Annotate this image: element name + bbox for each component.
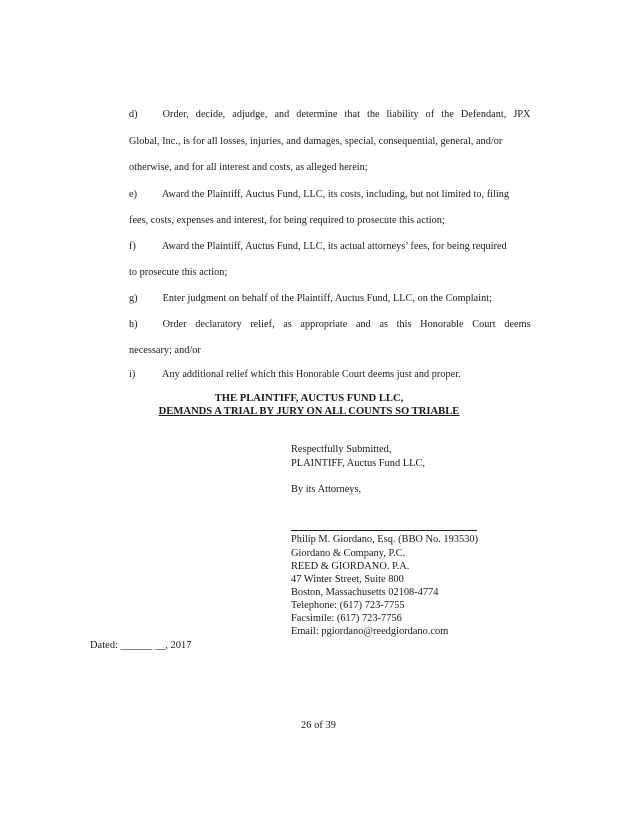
item-d-word: Order, [162,109,189,120]
item-f-line-1 [129,241,507,252]
item-d-word: determine [296,109,338,120]
item-h-line-1 [129,319,531,330]
item-h-word: this [396,319,412,330]
item-d-word: Defendant, [460,109,507,120]
jury-demand-line-1: THE PLAINTIFF, AUCTUS FUND LLC, [214,393,404,404]
item-h-word: Order [162,319,187,330]
telephone: Telephone: (617) 723-7755 [291,600,405,611]
item-d-word: that [344,109,360,120]
item-i-line-1 [129,369,461,380]
item-d-label: d) [129,109,138,120]
item-h-word: as [283,319,292,330]
plaintiff-party: PLAINTIFF, Auctus Fund LLC, [291,458,425,469]
item-h-word: appropriate [300,319,348,330]
dated-line: Dated: ______ __, 2017 [90,640,192,651]
item-d-word: the [441,109,454,120]
item-h-word: Court [472,319,496,330]
by-attorneys: By its Attorneys, [291,484,362,495]
item-d-word: and [274,109,290,120]
jury-demand-line-2: DEMANDS A TRIAL BY JURY ON ALL COUNTS SO TRIABLE [158,406,460,417]
item-g-label: g) [129,293,138,304]
item-e-line-2: fees, costs, expenses and interest, for being required to prosecute this action; [129,215,445,226]
street-address: 47 Winter Street, Suite 800 [291,574,404,585]
item-h-word: deems [504,319,531,330]
item-h-word: relief, [250,319,275,330]
item-i-label: i) [129,369,136,380]
facsimile: Facsimile: (617) 723-7756 [291,613,402,624]
item-d-text [163,109,531,120]
item-h-word: declaratory [195,319,242,330]
item-e-label: e) [129,189,138,200]
item-d-word: the [366,109,380,120]
item-h-line-2: necessary; and/or [129,345,201,356]
firm-name-2: REED & GIORDANO. P.A. [291,561,410,572]
item-h-label: h) [129,319,138,330]
item-h-word: as [379,319,389,330]
item-g-line-1 [129,293,492,304]
item-d-word: decide, [195,109,226,120]
item-e-line-1 [129,189,509,200]
item-f-line-2: to prosecute this action; [129,267,228,278]
item-g-text: Enter judgment on behalf of the Plaintiff, Auctus Fund, LLC, on the Complaint; [162,293,492,304]
respectfully-submitted: Respectfully Submitted, [291,444,392,455]
email: Email: pgiordano@reedgiordano.com [291,626,449,637]
item-i-text: Any additional relief which this Honorable Court deems just and proper. [162,369,461,380]
firm-name-1: Giordano & Company, P.C. [291,548,406,559]
item-e-text: Award the Plaintiff, Auctus Fund, LLC, its costs, including, but not limited to, filing [162,189,510,200]
item-d-word: JPX [513,109,531,120]
item-d-line-2: Global, Inc., is for all losses, injuries, and damages, special, consequential, general, and/or [129,136,503,147]
item-d-line-3: otherwise, and for all interest and costs, as alleged herein; [129,162,368,173]
item-d-word: of [425,109,435,120]
item-d-word: liability [386,109,419,120]
signature-line [291,530,477,531]
city-address: Boston, Massachusetts 02108-4774 [291,587,439,598]
item-d-line-1 [129,109,531,120]
item-h-word: Honorable [420,319,464,330]
page-number: 26 of 39 [300,720,337,731]
item-d-word: adjudge, [232,109,268,120]
item-h-text [163,319,531,330]
attorney-name: Philip M. Giordano, Esq. (BBO No. 193530) [291,534,479,545]
item-f-text: Award the Plaintiff, Auctus Fund, LLC, its actual attorneys’ fees, for being required [162,241,507,252]
item-f-label: f) [129,241,136,252]
item-h-word: and [355,319,371,330]
